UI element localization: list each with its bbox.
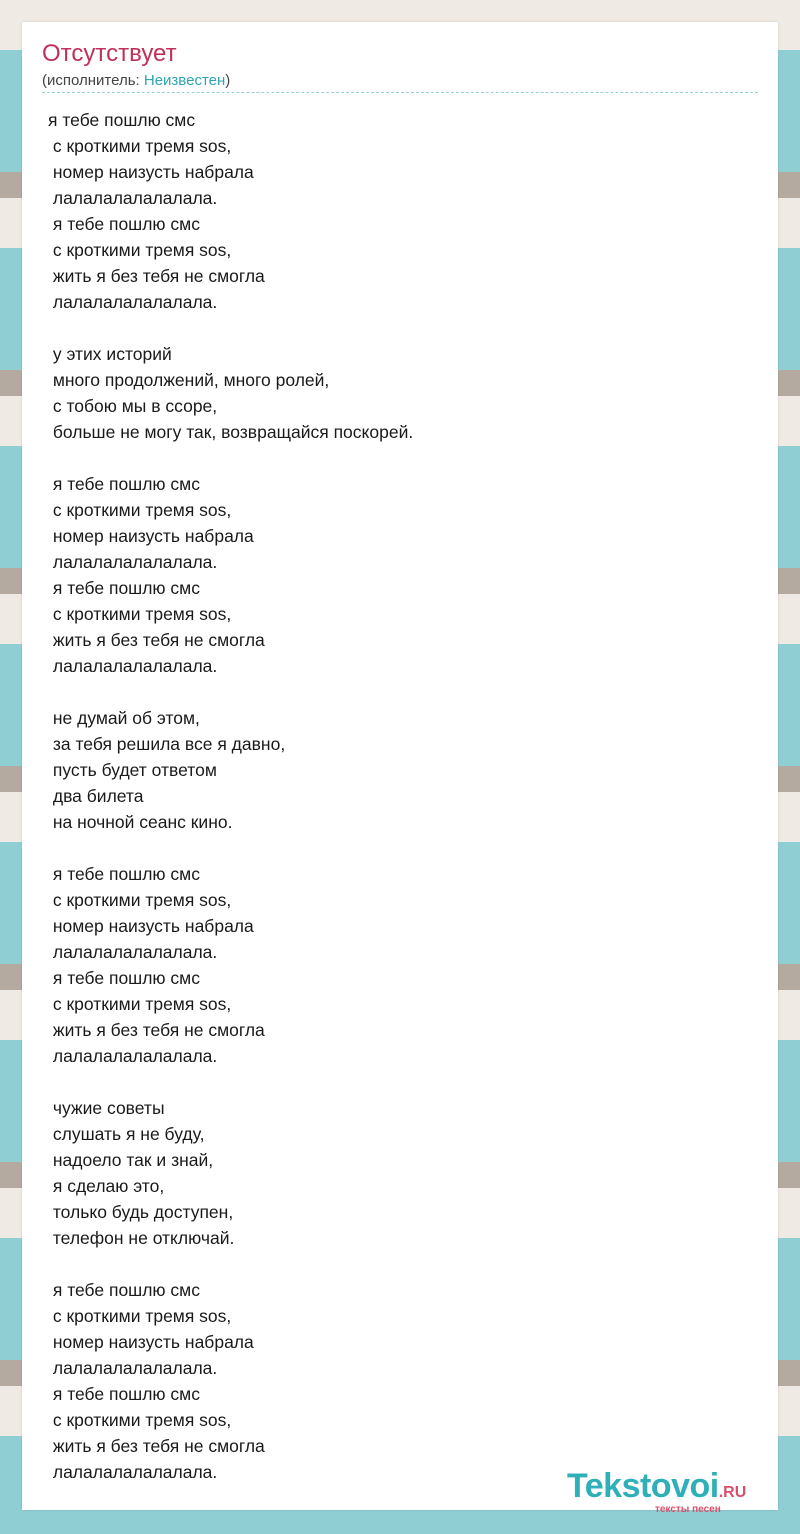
lyric-line: жить я без тебя не смогла (48, 1436, 265, 1456)
lyric-line: я тебе пошлю смс (48, 578, 200, 598)
stanza (48, 1095, 748, 1251)
lyric-line: два билета (48, 786, 144, 806)
lyric-line: с кроткими тремя sos, (48, 500, 232, 520)
artist-prefix: (исполнитель: (42, 72, 144, 89)
lyric-line: с кроткими тремя sos, (48, 604, 232, 624)
lyric-line: надоело так и знай, (48, 1150, 214, 1170)
lyric-line: номер наизусть набрала (48, 1332, 254, 1352)
lyric-line: я тебе пошлю смс (48, 110, 196, 130)
lyric-line: номер наизусть набрала (48, 526, 254, 546)
lyric-line: я тебе пошлю смс (48, 1384, 200, 1404)
lyric-line: жить я без тебя не смогла (48, 1020, 265, 1040)
logo-tagline: тексты песен (655, 1504, 721, 1515)
artist-suffix: ) (225, 72, 231, 89)
lyric-line: с кроткими тремя sos, (48, 1410, 232, 1430)
lyric-line: лалалалалалалала. (48, 1046, 218, 1066)
lyric-line: пусть будет ответом (48, 760, 217, 780)
lyric-line: у этих историй (48, 344, 172, 364)
lyric-line: жить я без тебя не смогла (48, 266, 265, 286)
lyric-line: с кроткими тремя sos, (48, 136, 232, 156)
lyric-line: я сделаю это, (48, 1176, 165, 1196)
stanza (48, 861, 748, 1069)
lyric-line: телефон не отключай. (48, 1228, 235, 1248)
lyric-line: я тебе пошлю смс (48, 214, 200, 234)
lyrics-text (48, 107, 748, 1511)
divider (42, 92, 758, 93)
lyric-line: на ночной сеанс кино. (48, 812, 233, 832)
stanza (48, 341, 748, 445)
lyric-line: номер наизусть набрала (48, 162, 254, 182)
lyric-line: с кроткими тремя sos, (48, 1306, 232, 1326)
lyric-line: не думай об этом, (48, 708, 200, 728)
site-logo[interactable] (567, 1469, 777, 1513)
lyric-line: слушать я не буду, (48, 1124, 205, 1144)
lyric-line: я тебе пошлю смс (48, 1280, 200, 1300)
lyric-line: за тебя решила все я давно, (48, 734, 286, 754)
lyric-line: лалалалалалалала. (48, 292, 218, 312)
lyrics-page (22, 22, 778, 1515)
logo-wordmark (567, 1469, 746, 1503)
lyric-line: лалалалалалалала. (48, 1462, 218, 1482)
lyric-line: чужие советы (48, 1098, 165, 1118)
lyric-line: лалалалалалалала. (48, 1358, 218, 1378)
lyric-line: с кроткими тремя sos, (48, 890, 232, 910)
lyric-line: я тебе пошлю смс (48, 968, 200, 988)
lyric-line: лалалалалалалала. (48, 942, 218, 962)
logo-tld: .RU (718, 1484, 747, 1501)
lyric-line: я тебе пошлю смс (48, 864, 200, 884)
lyric-line: с кроткими тремя sos, (48, 994, 232, 1014)
lyric-line: лалалалалалалала. (48, 552, 218, 572)
artist-line (42, 73, 230, 88)
lyric-line: только будь доступен, (48, 1202, 234, 1222)
stanza (48, 471, 748, 679)
lyric-line: жить я без тебя не смогла (48, 630, 265, 650)
logo-name: Tekstovoi (567, 1467, 719, 1505)
lyric-line: много продолжений, много ролей, (48, 370, 330, 390)
lyric-line: лалалалалалалала. (48, 188, 218, 208)
lyric-line: я тебе пошлю смс (48, 474, 200, 494)
lyric-line: с кроткими тремя sos, (48, 240, 232, 260)
lyric-line: номер наизусть набрала (48, 916, 254, 936)
lyric-line: лалалалалалалала. (48, 656, 218, 676)
song-title: Отсутствует (42, 40, 177, 67)
stanza (48, 107, 748, 315)
stanza (48, 705, 748, 835)
stanza (48, 1277, 748, 1485)
lyric-line: больше не могу так, возвращайся поскорей. (48, 422, 414, 442)
artist-link[interactable]: Неизвестен (143, 72, 226, 89)
lyric-line: с тобою мы в ссоре, (48, 396, 218, 416)
